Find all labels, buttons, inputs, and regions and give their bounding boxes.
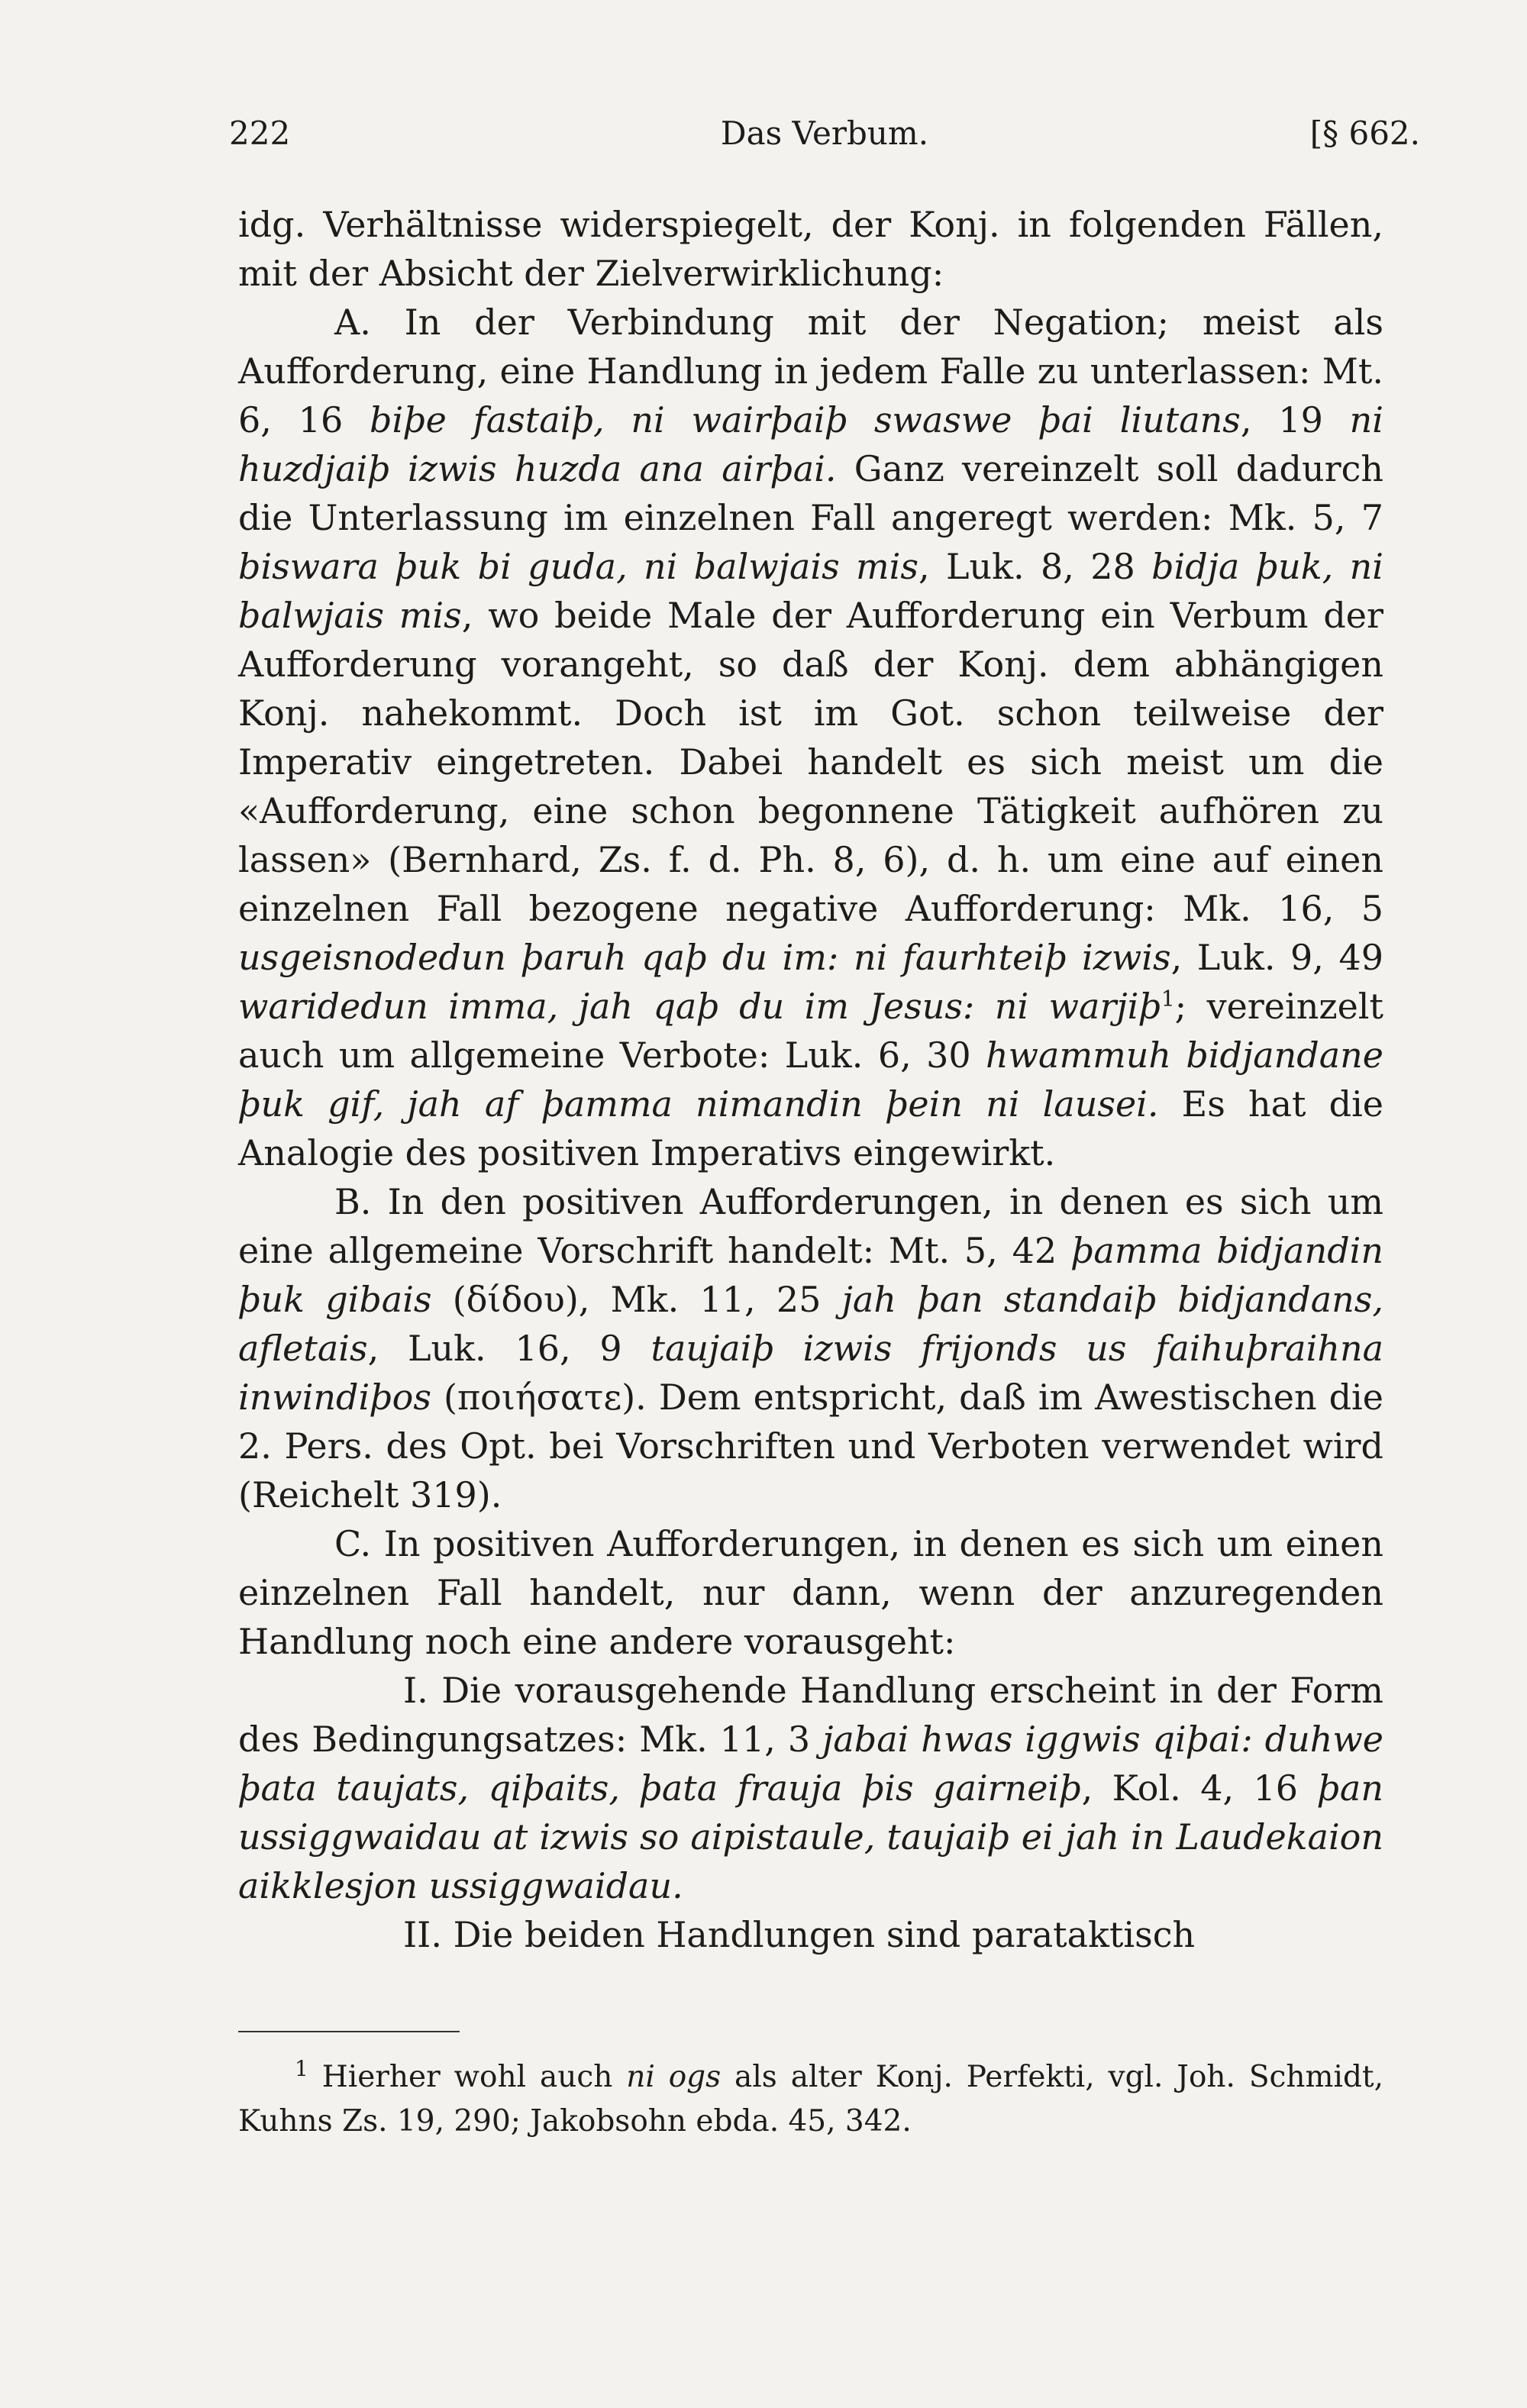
footnote: [238, 2055, 1383, 2144]
text-run: B. In den positiven Aufforderungen, in denen es sich um eine allgemeine Vorschrift handelt: Mt. 5, 42: [238, 1181, 1383, 1271]
text-run: II. Die beiden Handlungen sind parataktisch: [403, 1914, 1196, 1955]
text-run: (δίδου), Mk. 11, 25: [431, 1279, 842, 1320]
running-header: [229, 115, 1420, 168]
paragraph: [238, 200, 1383, 298]
paragraph: [238, 1666, 1383, 1910]
text-run: I. Die vorausgehende Handlung erscheint in der Form des Bedingungsatzes: Mk. 11, 3: [238, 1670, 1383, 1760]
gothic-quotation: biþe fastaiþ, ni wairþaiþ swaswe þai liutans: [370, 399, 1241, 441]
footnote-divider: [238, 2031, 460, 2032]
text-run: , Luk. 16, 9: [367, 1328, 651, 1369]
gothic-quotation: waridedun imma, jah qaþ du im Jesus: ni warjiþ: [238, 986, 1161, 1027]
text-run: Ganz vereinzelt soll dadurch die Unterlassung im einzelnen Fall angeregt werden: Mk. 5, 7: [238, 448, 1383, 538]
text-run: C. In positiven Aufforderungen, in denen es sich um einen einzelnen Fall handelt, nur dann, wenn der anzuregenden Handlung noch eine andere vorausgeht:: [238, 1523, 1383, 1662]
text-run: , Kol. 4, 16: [1081, 1767, 1318, 1809]
gothic-quotation: jah þan standaiþ bidjandans, afletais: [238, 1279, 1383, 1369]
footnote-text: [238, 2055, 1383, 2144]
text-run: , wo beide Male der Aufforderung ein Verbum der Aufforderung vorangeht, so daß der Konj. dem abhängigen Konj. nahekommt. Doch ist im Got. schon teilweise der Imperativ eingetreten. Dabei handelt es sich meist um die «Aufforderung, eine schon begonnene Tätigkeit aufhören zu lassen» (Bernhard, Zs. f. d. Ph. 8, 6), d. h. um eine auf einen einzelnen Fall bezogene negative Aufforderung: Mk. 16, 5: [238, 595, 1383, 929]
gothic-quotation: bidja þuk, ni balwjais mis: [238, 546, 1383, 636]
gothic-quotation: biswara þuk bi guda, ni balwjais mis: [238, 546, 918, 587]
footnote-marker: 1: [295, 2056, 308, 2081]
running-title: Das Verbum.: [720, 115, 929, 152]
text-run: Es hat die Analogie des positiven Imperativs eingewirkt.: [238, 1083, 1384, 1173]
text-run: , Luk. 9, 49: [1170, 937, 1383, 978]
text-run: als alter Konj. Perfekti, vgl. Joh. Schmidt, Kuhns Zs. 19, 290; Jakobsohn ebda. 45, 342.: [238, 2060, 1383, 2138]
gothic-quotation: ni ogs: [626, 2060, 722, 2094]
text-run: , 19: [1240, 399, 1350, 441]
gothic-quotation: þan ussiggwaidau at izwis so aipistaule, taujaiþ ei jah in Laudekaion aikklesjon ussiggwaidau.: [238, 1767, 1383, 1906]
gothic-quotation: þamma bidjandin þuk gibais: [238, 1230, 1384, 1320]
text-run: Hierher wohl auch: [308, 2060, 627, 2094]
gothic-quotation: taujaiþ izwis frijonds us faihuþraihna inwindiþos: [238, 1328, 1383, 1418]
paragraph: [238, 1177, 1383, 1519]
text-run: ; vereinzelt auch um allgemeine Verbote: Luk. 6, 30: [238, 986, 1383, 1076]
text-run: , Luk. 8, 28: [918, 546, 1152, 587]
text-run: A. In der Verbindung mit der Negation; meist als Aufforderung, eine Handlung in jedem Falle zu unterlassen: Mt. 6, 16: [238, 302, 1383, 441]
text-run: idg. Verhältnisse widerspiegelt, der Konj. in folgenden Fällen, mit der Absicht der Zielverwirklichung:: [238, 204, 1383, 294]
paragraph: [238, 1519, 1383, 1666]
paragraph: [238, 1910, 1383, 1959]
footnote-marker: 1: [1161, 986, 1175, 1012]
gothic-quotation: usgeisnodedun þaruh qaþ du im: ni faurhteiþ izwis: [238, 937, 1171, 978]
paragraph: [238, 298, 1383, 1177]
page-number: 222: [229, 115, 291, 152]
gothic-quotation: hwammuh bidjandane þuk gif, jah af þamma nimandin þein ni lausei.: [238, 1035, 1383, 1125]
gothic-quotation: jabai hwas iggwis qiþai: duhwe þata taujats, qiþaits, þata frauja þis gairneiþ: [238, 1719, 1383, 1809]
gothic-quotation: ni huzdjaiþ izwis huzda ana airþai.: [238, 399, 1384, 489]
section-number: [§ 662.: [1309, 115, 1420, 152]
text-run: (ποιήσατε). Dem entspricht, daß im Awestischen die 2. Pers. des Opt. bei Vorschriften und Verboten verwendet wird (Reichelt 319).: [238, 1377, 1383, 1515]
body-text: [238, 200, 1383, 1959]
